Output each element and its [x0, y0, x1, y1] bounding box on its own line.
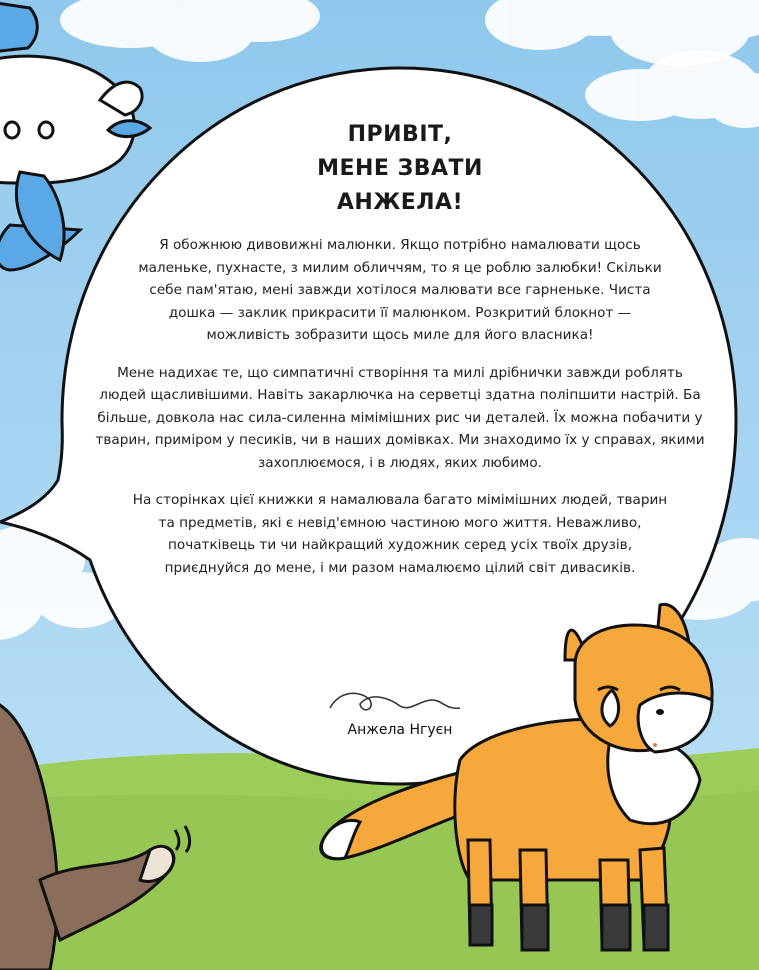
author-name: Анжела Нгуєн — [347, 722, 453, 738]
title-line: АНЖЕЛА! — [336, 190, 464, 215]
intro-paragraph: Я обожнюю дивовижні малюнки. Якщо потрібно намалювати щось маленьке, пухнасте, з милим обличчям, то я це роблю залюбки! Скільки себе пам'ятаю, мені завжди хотілося малювати все гарненьке. Чиста дошка — заклик прикрасити її малюнком. Розкритий блокнот — можливість зобразити щось миле для його власника! — [138, 237, 662, 343]
intro-title — [95, 118, 705, 220]
title-line: ПРИВІТ, — [347, 122, 453, 147]
intro-paragraph: На сторінках цієї книжки я намалювала багато мімімішних людей, тварин та предметів, які є невід'ємною частиною мого життя. Неважливо, початківець ти чи найкращий художник серед усіх твоїх друзів, приєднуйся до мене, і ми разом намалюємо цілий світ дивасиків. — [132, 492, 668, 576]
intro-paragraph: Мене надихає те, що симпатичні створіння та милі дрібнички завжди роблять людей щасливішими. Навіть закарлючка на серветці здатна поліпшити настрій. Ба більше, довкола нас сила-силенна мімімішних рис чи деталей. Їх можна побачити у тварин, приміром у песиків, чи в наших домівках. Ми знаходимо їх у справах, якими захоплюємося, і в людях, яких любимо. — [95, 364, 705, 471]
title-line: МЕНЕ ЗВАТИ — [317, 156, 483, 181]
intro-text-block — [95, 118, 705, 594]
